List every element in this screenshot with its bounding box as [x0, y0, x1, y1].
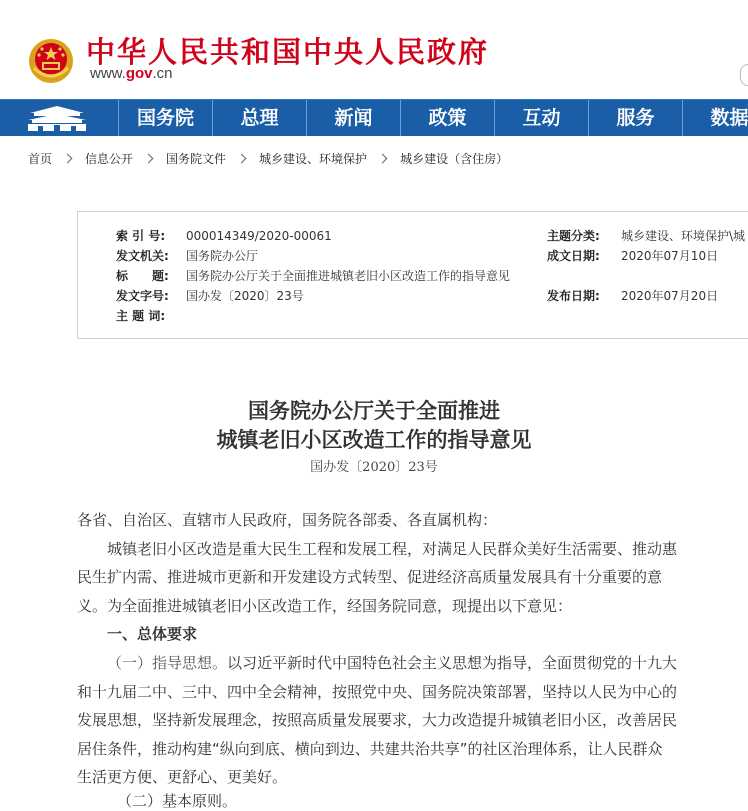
info-issuer-label: 发文机关:	[116, 249, 169, 263]
nav-item-state-council[interactable]: 国务院	[118, 100, 212, 136]
info-issuer-row	[116, 247, 258, 264]
info-docno-label: 发文字号:	[116, 289, 169, 303]
nav-item-news[interactable]: 新闻	[306, 100, 400, 136]
nav-item-services[interactable]: 服务	[588, 100, 682, 136]
info-index-row	[116, 227, 332, 244]
guiding-thought-lead: （一）指导思想。	[107, 653, 228, 672]
breadcrumb-state-council-docs[interactable]: 国务院文件	[166, 152, 227, 166]
paragraph-guiding-line4: 居住条件，推动构建“纵向到底、横向到边、共建共治共享”的社区治理体系，让人民群众	[77, 739, 663, 758]
info-issuer-value: 国务院办公厅	[186, 249, 259, 263]
url-suffix: .cn	[152, 65, 173, 82]
tiananmen-gate-icon[interactable]	[24, 104, 90, 132]
url-prefix: www.	[90, 65, 126, 82]
paragraph-intro-line3: 义。为全面推进城镇老旧小区改造工作，经国务院同意，现提出以下意见：	[77, 596, 573, 615]
paragraph-intro-line1: 城镇老旧小区改造是重大民生工程和发展工程，对满足人民群众美好生活需要、推动惠	[107, 539, 678, 558]
national-emblem-icon[interactable]	[28, 38, 74, 84]
info-written-label: 成文日期:	[547, 249, 600, 263]
site-title[interactable]: 中华人民共和国中央人民政府	[86, 35, 490, 69]
document-info-box	[77, 211, 748, 339]
info-index-value: 000014349/2020-00061	[186, 229, 332, 243]
info-title-value: 国务院办公厅关于全面推进城镇老旧小区改造工作的指导意见	[186, 269, 511, 283]
site-url[interactable]	[90, 65, 173, 82]
main-nav	[0, 99, 748, 136]
info-title-label: 标 题:	[116, 269, 169, 283]
info-written-value: 2020年07月10日	[621, 249, 719, 263]
document-title-line1: 国务院办公厅关于全面推进	[248, 398, 500, 423]
info-title-row	[116, 267, 510, 284]
chevron-right-icon	[63, 154, 73, 164]
paragraph-guiding-line5: 生活更方便、更舒心、更美好。	[77, 768, 288, 787]
paragraph-guiding-line1	[77, 649, 737, 678]
info-category-label: 主题分类:	[547, 229, 600, 243]
breadcrumb-urban-housing[interactable]: 城乡建设（含住房）	[400, 152, 509, 166]
search-box-edge[interactable]	[740, 64, 748, 86]
nav-item-data[interactable]: 数据	[682, 100, 748, 136]
info-docno-row	[116, 287, 304, 304]
chevron-right-icon	[237, 154, 247, 164]
info-category-value: 城乡建设、环境保护\城	[621, 229, 746, 243]
url-domain: gov	[125, 65, 153, 82]
info-written-row	[547, 247, 718, 264]
document-number: 国办发〔2020〕23号	[310, 460, 438, 475]
section-heading-general: 一、总体要求	[107, 625, 198, 644]
nav-item-premier[interactable]: 总理	[212, 100, 306, 136]
chevron-right-icon	[378, 154, 388, 164]
site-header	[0, 0, 748, 98]
breadcrumb-urban-environment[interactable]: 城乡建设、环境保护	[259, 152, 368, 166]
guiding-thought-text: 以习近平新时代中国特色社会主义思想为指导，全面贯彻党的十九大	[227, 653, 678, 672]
info-published-value: 2020年07月20日	[621, 289, 719, 303]
document-title-line2: 城镇老旧小区改造工作的指导意见	[216, 427, 532, 452]
info-published-label: 发布日期:	[547, 289, 600, 303]
breadcrumb-home[interactable]: 首页	[28, 152, 53, 166]
salutation: 各省、自治区、直辖市人民政府，国务院各部委、各直属机构：	[77, 511, 498, 529]
nav-items	[118, 100, 748, 136]
breadcrumb-info-disclosure[interactable]: 信息公开	[85, 152, 134, 166]
info-published-row	[547, 287, 718, 304]
info-keywords-row	[116, 307, 186, 324]
breadcrumb	[28, 150, 508, 167]
nav-item-policy[interactable]: 政策	[400, 100, 494, 136]
paragraph-guiding-line3: 发展思想，坚持新发展理念，按照高质量发展要求，大力改造提升城镇老旧小区，改善居民	[77, 711, 678, 730]
paragraph-guiding-line2: 和十九届二中、三中、四中全会精神，按照党中央、国务院决策部署，坚持以人民为中心的	[77, 682, 678, 701]
info-docno-value: 国办发〔2020〕23号	[186, 289, 304, 303]
basic-principles-lead: （二）基本原则。	[117, 792, 238, 810]
paragraph-intro-line2: 民生扩内需、推进城市更新和开发建设方式转型、促进经济高质量发展具有十分重要的意	[77, 568, 663, 587]
info-keywords-label: 主 题 词:	[116, 309, 166, 323]
info-category-row	[547, 227, 745, 244]
document-body	[77, 506, 737, 792]
chevron-right-icon	[144, 154, 154, 164]
info-index-label: 索 引 号:	[116, 229, 166, 243]
nav-item-interaction[interactable]: 互动	[494, 100, 588, 136]
